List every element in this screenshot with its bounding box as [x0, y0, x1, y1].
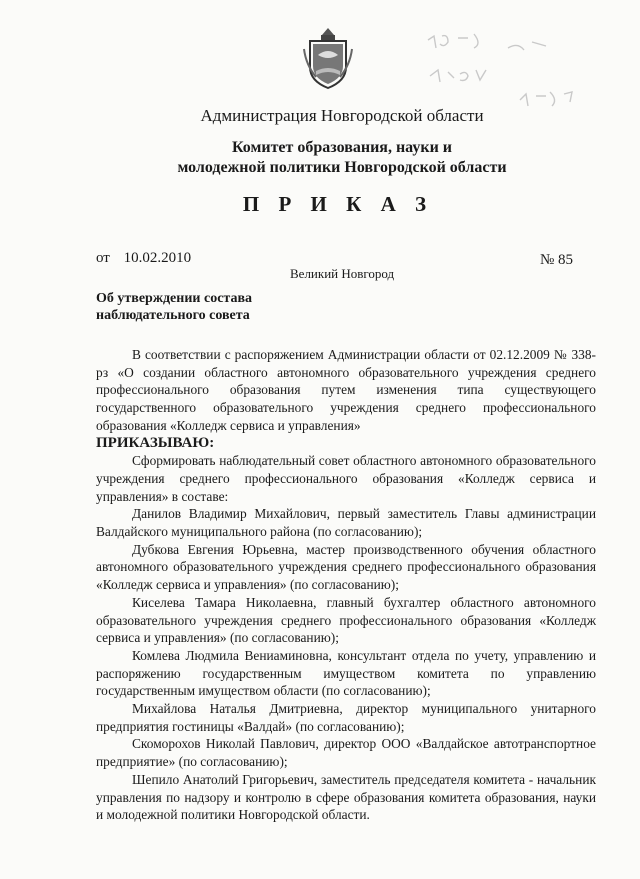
order-subject: [96, 290, 252, 324]
committee-name: [22, 138, 640, 178]
directive-paragraph: Сформировать наблюдательный совет областного автономного образовательного учреждения среднего профессионального образования «Колледж сервиса и управления» в составе:: [96, 453, 596, 504]
member-item: Дубкова Евгения Юрьевна, мастер производственного обучения областного автономного образовательного учреждения среднего профессионального образования «Колледж сервиса и управления» (по согласованию);: [96, 541, 596, 593]
committee-line-1: Комитет образования, науки и: [231, 139, 453, 156]
member-item: Данилов Владимир Михайлович, первый заместитель Главы администрации Валдайского муниципального района (по согласованию);: [96, 506, 596, 540]
preamble-paragraph: В соответствии с распоряжением Администрации области от 02.12.2009 № 338-рз «О создании областного автономного образовательного учреждения среднего профессионального образования путем изменения типа существующего государственного образовательного учреждения среднего профессионального образования «Колледж сервиса и управления»: [96, 347, 596, 433]
subject-line-2: наблюдательного совета: [96, 308, 250, 323]
coat-of-arms-icon: [302, 25, 354, 91]
subject-line-1: Об утверждении состава: [96, 291, 253, 306]
member-item: Михайлова Наталья Дмитриевна, директор муниципального унитарного предприятия гостиницы «Валдай» (по согласованию);: [96, 701, 596, 734]
administration-name: Администрация Новгородской области: [200, 106, 484, 125]
member-item: Комлева Людмила Вениаминовна, консультант отдела по учету, управлению и распоряжению государственным имуществом комитета по управлению государственным имуществом области (по согласованию);: [96, 647, 596, 699]
member-item: Скоморохов Николай Павлович, директор ООО «Валдайское автотранспортное предприятие» (по согласованию);: [96, 736, 596, 770]
date-value: 10.02.2010: [123, 250, 192, 266]
member-item: Шепило Анатолий Григорьевич, заместитель председателя комитета - начальник управления по надзору и контролю в сфере образования комитета образования, науки и молодежной политики Новгородской области.: [96, 771, 596, 823]
order-word: ПРИКАЗЫВАЮ:: [96, 434, 215, 451]
member-item: Киселева Тамара Николаевна, главный бухгалтер областного автономного образовательного учреждения среднего профессионального образования «Колледж сервиса и управления» (по согласованию);: [96, 594, 596, 646]
order-body: [96, 346, 596, 824]
date-prefix: от: [96, 250, 110, 266]
city-name: Великий Новгород: [290, 266, 395, 281]
order-number: № 85: [540, 252, 574, 268]
order-title: П Р И К А З: [242, 192, 434, 216]
committee-line-2: молодежной политики Новгородской области: [177, 159, 507, 176]
order-date: [96, 250, 191, 267]
